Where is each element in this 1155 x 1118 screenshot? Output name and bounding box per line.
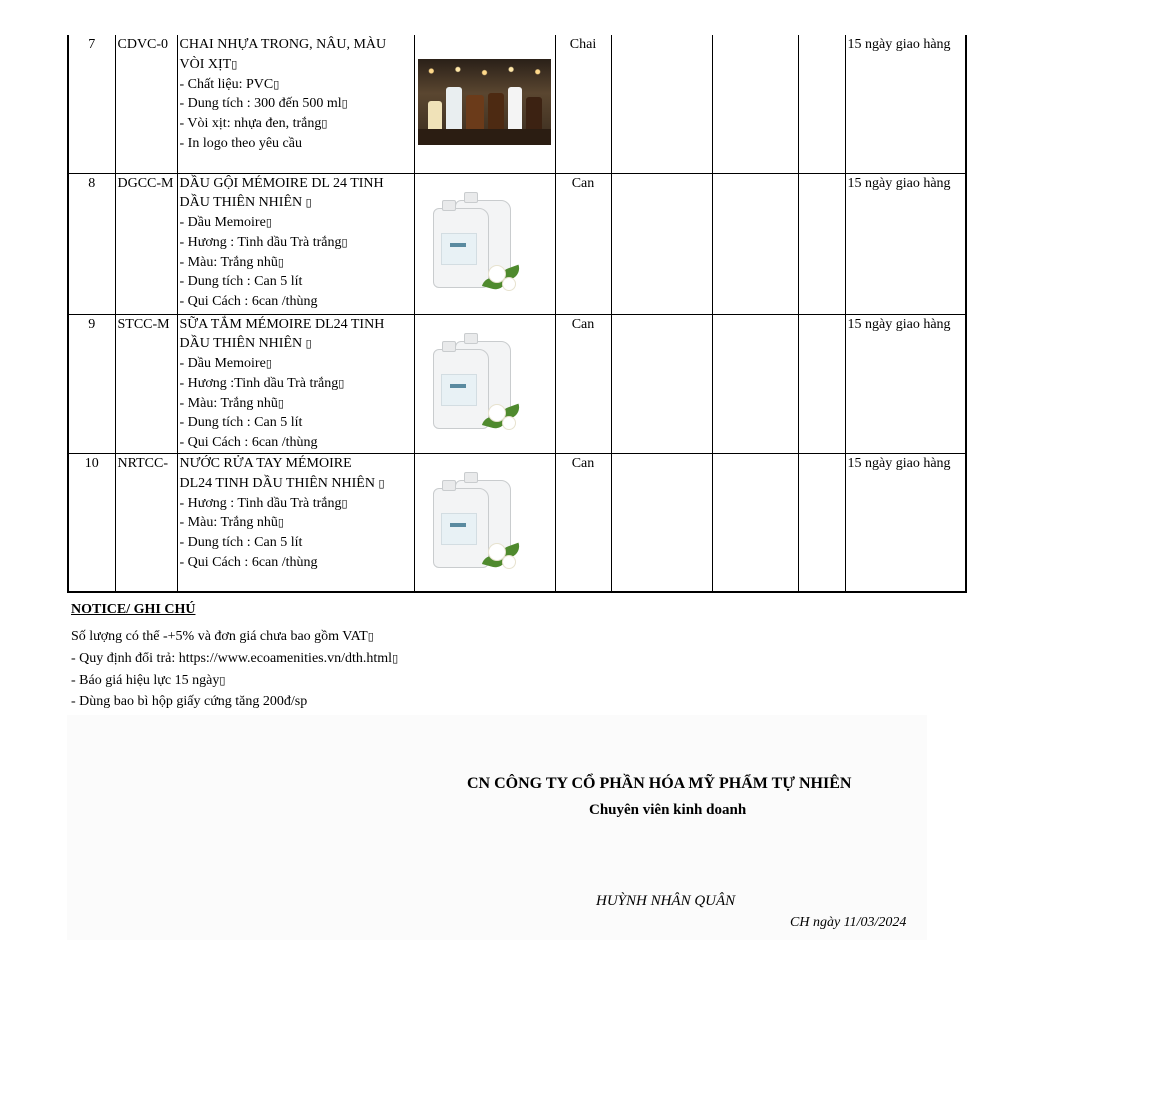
- empty-cell: [611, 35, 712, 173]
- desc-line: - Hương : Tinh dầu Trà trắng: [179, 495, 342, 511]
- desc-line: - Hương : Tinh dầu Trà trắng: [179, 234, 342, 250]
- jug-image: [433, 194, 533, 292]
- lead-time: 15 ngày giao hàng: [845, 173, 966, 314]
- empty-cell: [712, 35, 798, 173]
- notice-line: - Dùng bao bì hộp giấy cứng tăng 200đ/sp: [71, 694, 308, 709]
- desc-line: - Chất liệu: PVC: [179, 76, 274, 92]
- document-date: CH ngày 11/03/2024: [790, 915, 907, 930]
- unit: Chai: [555, 35, 611, 173]
- empty-cell: [611, 314, 712, 454]
- empty-cell: [712, 454, 798, 592]
- empty-cell: [798, 454, 845, 592]
- lead-time: 15 ngày giao hàng: [845, 454, 966, 592]
- desc-line: NƯỚC RỬA TAY MÉMOIRE: [179, 456, 352, 472]
- product-description: SỮA TẮM MÉMOIRE DL24 TINH DẦU THIÊN NHIÊN ▯ - Dầu Memoire▯ - Hương :Tinh dầu Trà trắng▯ - Màu: Trắng nhũ▯ - Dung tích : Can 5 lít - Qui Cách : 6can /thùng: [177, 314, 414, 454]
- bottles-photo: [418, 59, 551, 145]
- desc-line: DẦU THIÊN NHIÊN: [179, 336, 306, 352]
- row-number: 10: [68, 454, 115, 592]
- desc-line: - Hương :Tinh dầu Trà trắng: [179, 375, 339, 391]
- desc-line: - Qui Cách : 6can /thùng: [179, 294, 318, 310]
- desc-line: - Dầu Memoire: [179, 356, 266, 372]
- table-row: [68, 35, 966, 173]
- product-code: NRTCC-: [115, 454, 177, 592]
- notice-line: - Báo giá hiệu lực 15 ngày▯: [71, 673, 226, 688]
- desc-line: - Qui Cách : 6can /thùng: [179, 435, 318, 451]
- desc-line: DẦU THIÊN NHIÊN: [179, 195, 306, 211]
- product-image-cell: [414, 314, 555, 454]
- signer-name: HUỲNH NHÂN QUÂN: [596, 893, 736, 909]
- desc-line: DL24 TINH DẦU THIÊN NHIÊN: [179, 475, 379, 491]
- row-number: 9: [68, 314, 115, 454]
- empty-cell: [798, 35, 845, 173]
- unit: Can: [555, 454, 611, 592]
- product-description: NƯỚC RỬA TAY MÉMOIRE DL24 TINH DẦU THIÊN NHIÊN ▯ - Hương : Tinh dầu Trà trắng▯ - Màu: Trắng nhũ▯ - Dung tích : Can 5 lít - Qui Cách : 6can /thùng: [177, 454, 414, 592]
- desc-line: DẦU GỘI MÉMOIRE DL 24 TINH: [179, 175, 384, 191]
- signer-role: Chuyên viên kinh doanh: [589, 802, 747, 818]
- table-row: [68, 454, 966, 592]
- empty-cell: [611, 173, 712, 314]
- product-code: DGCC-M: [115, 173, 177, 314]
- desc-line: - Màu: Trắng nhũ: [179, 395, 278, 411]
- product-description: CHAI NHỰA TRONG, NÂU, MÀU VÒI XỊT▯ - Chất liệu: PVC▯ - Dung tích : 300 đến 500 ml▯ - Vòi xịt: nhựa đen, trắng▯ - In logo theo yêu cầu: [177, 35, 414, 173]
- jug-image: [433, 474, 533, 572]
- lead-time: 15 ngày giao hàng: [845, 35, 966, 173]
- desc-line: CHAI NHỰA TRONG, NÂU, MÀU: [179, 37, 387, 52]
- lead-time: 15 ngày giao hàng: [845, 314, 966, 454]
- unit: Can: [555, 314, 611, 454]
- product-image-cell: [414, 35, 555, 173]
- desc-line: - Dung tích : 300 đến 500 ml: [179, 96, 342, 112]
- empty-cell: [611, 454, 712, 592]
- desc-line: SỮA TẮM MÉMOIRE DL24 TINH: [179, 316, 385, 332]
- row-number: 7: [68, 35, 115, 173]
- desc-line: - Dung tích : Can 5 lít: [179, 274, 303, 290]
- quote-table: [67, 35, 967, 593]
- product-image-cell: [414, 173, 555, 314]
- notice-line: - Quy định đổi trả: https://www.ecoamenities.vn/dth.html▯: [71, 651, 399, 666]
- desc-line: - Dung tích : Can 5 lít: [179, 535, 303, 551]
- empty-cell: [712, 173, 798, 314]
- product-code: CDVC-0: [115, 35, 177, 173]
- desc-line: - Dầu Memoire: [179, 215, 266, 231]
- empty-cell: [798, 173, 845, 314]
- desc-line: - Qui Cách : 6can /thùng: [179, 555, 318, 571]
- unit: Can: [555, 173, 611, 314]
- desc-line: - Dung tích : Can 5 lít: [179, 415, 303, 431]
- product-description: DẦU GỘI MÉMOIRE DL 24 TINH DẦU THIÊN NHIÊN ▯ - Dầu Memoire▯ - Hương : Tinh dầu Trà trắng▯ - Màu: Trắng nhũ▯ - Dung tích : Can 5 lít - Qui Cách : 6can /thùng: [177, 173, 414, 314]
- notice-title: NOTICE/ GHI CHÚ: [71, 602, 196, 617]
- empty-cell: [798, 314, 845, 454]
- desc-line: - Màu: Trắng nhũ: [179, 254, 278, 270]
- desc-line: VÒI XỊT: [179, 56, 232, 72]
- empty-cell: [712, 314, 798, 454]
- desc-line: - In logo theo yêu cầu: [179, 135, 302, 151]
- product-code: STCC-M: [115, 314, 177, 454]
- row-number: 8: [68, 173, 115, 314]
- notice-line: Số lượng có thể -+5% và đơn giá chưa bao gồm VAT▯: [71, 629, 374, 644]
- desc-line: - Vòi xịt: nhựa đen, trắng: [179, 116, 322, 132]
- signature-area: [67, 715, 927, 940]
- jug-image: [433, 335, 533, 433]
- product-image-cell: [414, 454, 555, 592]
- table-row: [68, 314, 966, 454]
- company-name: CN CÔNG TY CỔ PHẦN HÓA MỸ PHẨM TỰ NHIÊN: [467, 775, 852, 792]
- desc-line: - Màu: Trắng nhũ: [179, 515, 278, 531]
- table-row: [68, 173, 966, 314]
